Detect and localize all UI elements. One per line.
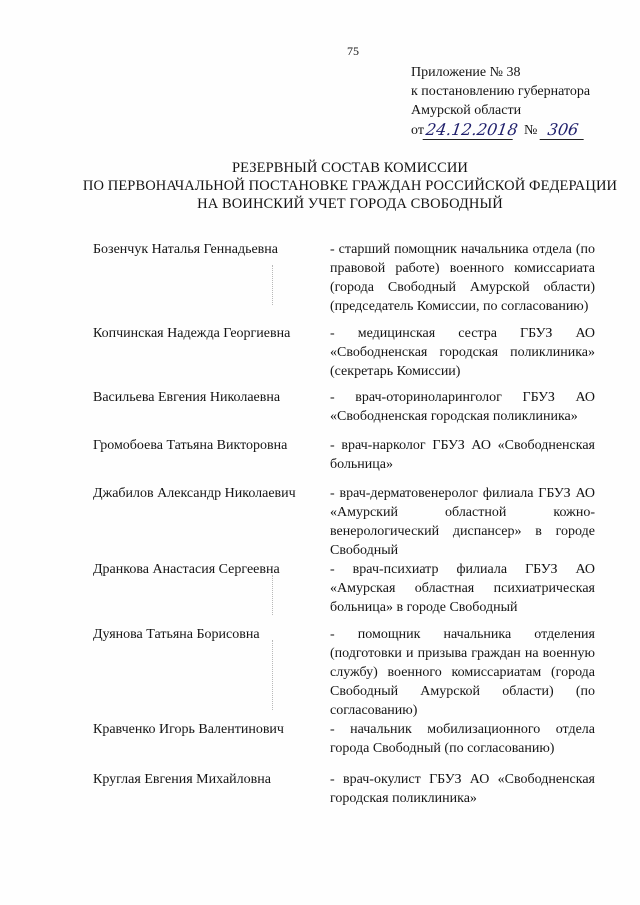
- appendix-date-line: [411, 120, 631, 140]
- member-name: Кравченко Игорь Валентинович: [93, 722, 284, 737]
- title-line-1: РЕЗЕРВНЫЙ СОСТАВ КОМИССИИ: [232, 160, 468, 176]
- member-name: Копчинская Надежда Георгиевна: [93, 326, 291, 341]
- member-role: - врач-окулист ГБУЗ АО «Свободненская городская поликлиника»: [330, 772, 595, 806]
- scan-margin-mark: [272, 640, 274, 710]
- appendix-region: Амурской области: [411, 103, 522, 118]
- date-prefix: от: [411, 123, 424, 138]
- member-name: Круглая Евгения Михайловна: [93, 772, 271, 787]
- page-number: 75: [347, 44, 359, 58]
- title-line-2: ПО ПЕРВОНАЧАЛЬНОЙ ПОСТАНОВКЕ ГРАЖДАН РОССИЙСКОЙ ФЕДЕРАЦИИ: [82, 178, 618, 194]
- member-role: - врач-оториноларинголог ГБУЗ АО «Свободненская городская поликлиника»: [330, 390, 595, 424]
- handwritten-date: 24.12.2018: [423, 120, 516, 140]
- member-name: Дуянова Татьяна Борисовна: [93, 627, 260, 642]
- member-role: - врач-нарколог ГБУЗ АО «Свободненская больница»: [330, 438, 595, 472]
- handwritten-number: 306: [540, 120, 587, 140]
- appendix-reference: к постановлению губернатора: [411, 84, 591, 99]
- title-line-3: НА ВОИНСКИЙ УЧЕТ ГОРОДА СВОБОДНЫЙ: [197, 196, 503, 212]
- member-role: - помощник начальника отделения (подготовки и призыва граждан на военную службу) военного комиссариатам (города Свободный Амурской области) (по согласованию): [330, 627, 595, 718]
- document-title: [0, 159, 640, 213]
- member-name: Дранкова Анастасия Сергеевна: [93, 562, 280, 577]
- number-label: №: [523, 123, 538, 138]
- member-name: Бозенчук Наталья Геннадьевна: [93, 242, 278, 257]
- member-name: Громобоева Татьяна Викторовна: [93, 438, 288, 453]
- appendix-number: Приложение № 38: [411, 65, 521, 80]
- member-role: - начальник мобилизационного отдела города Свободный (по согласованию): [330, 722, 595, 756]
- member-role: - медицинская сестра ГБУЗ АО «Свободненская городская поликлиника» (секретарь Комиссии): [330, 326, 595, 379]
- appendix-block: [411, 63, 631, 140]
- scan-margin-mark: [272, 575, 274, 615]
- member-role: - врач-психиатр филиала ГБУЗ АО «Амурская областная психиатрическая больница» в городе Свободный: [330, 562, 595, 615]
- scan-margin-mark: [272, 265, 274, 305]
- member-name: Васильева Евгения Николаевна: [93, 390, 281, 405]
- member-role: - старший помощник начальника отдела (по правовой работе) военного комиссариата (города Свободный Амурской области) (председатель Комиссии, по согласованию): [330, 242, 595, 314]
- member-role: - врач-дерматовенеролог филиала ГБУЗ АО «Амурский областной кожно-венерологический диспансер» в городе Свободный: [330, 486, 595, 558]
- member-name: Джабилов Александр Николаевич: [93, 486, 296, 501]
